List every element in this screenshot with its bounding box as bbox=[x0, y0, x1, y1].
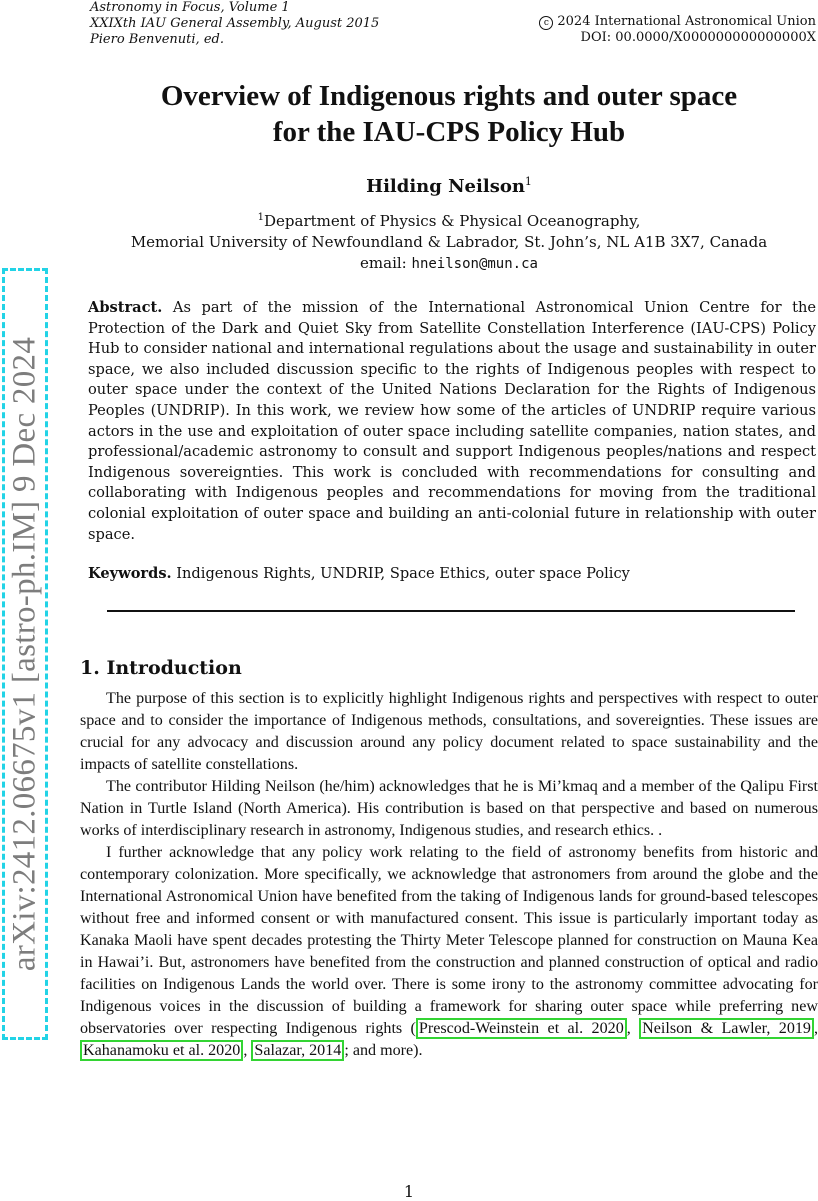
section-heading: 1. Introduction bbox=[80, 657, 242, 679]
assembly-name: XXIXth IAU General Assembly, August 2015 bbox=[90, 16, 380, 31]
abstract bbox=[88, 298, 816, 545]
paragraph-2: The contributor Hilding Neilson (he/him) acknowledges that he is Mi’kmaq and a member of the Qalipu First Nation in Turtle Island (North America). His contribution is based on that perspective and based on numerous works of interdisciplinary research in astronomy, Indigenous studies, and research ethics. . bbox=[80, 778, 818, 839]
running-header-right bbox=[539, 14, 816, 46]
email-label: email: bbox=[360, 254, 407, 272]
arxiv-stamp[interactable] bbox=[2, 268, 48, 1040]
doi: DOI: 00.0000/X000000000000000X bbox=[580, 30, 816, 45]
author bbox=[80, 175, 818, 197]
journal-name: Astronomy in Focus, Volume 1 bbox=[90, 0, 290, 15]
page-number: 1 bbox=[403, 1182, 415, 1201]
title-line-1: Overview of Indigenous rights and outer space bbox=[160, 80, 738, 112]
section-divider bbox=[107, 610, 795, 612]
citation-link[interactable]: Salazar, 2014 bbox=[251, 1040, 344, 1061]
paragraph-3: I further acknowledge that any policy work relating to the field of astronomy benefits from historic and contemporary colonization. More specifically, we acknowledge that astronomers from around the globe and the International Astronomical Union have benefited from the taking of Indigenous lands for ground-based telescopes without free and informed consent or with manufactured consent. This issue is particularly important today as Kanaka Maoli have spent decades protesting the Thirty Meter Telescope planned for construction on Mauna Kea in Hawai’i. But, astronomers have benefited from the construction and planned construction of optical and radio facilities on Indigenous Lands the world over. There is some irony to the astronomy committee advocating for Indigenous voices in the discussion of building a framework for sharing outer space while preferring new observatories over respecting Indigenous rights ( Prescod-Weinstein et al. 2020 , Neilson & Lawler, 2019 , Kahanamoku et al. 2020 , Salazar, 2014 ; and more). bbox=[80, 844, 818, 1059]
paragraph-3-text: I further acknowledge that any policy work relating to the field of astronomy benefits from historic and contemporary colonization. More specifically, we acknowledge that astronomers from around the globe and the International Astronomical Union have benefited from the taking of Indigenous lands for ground-based telescopes without free and informed consent or with manufactured consent. This issue is particularly important today as Kanaka Maoli have spent decades protesting the Thirty Meter Telescope planned for construction on Mauna Kea in Hawai’i. But, astronomers have benefited from the construction and planned construction of optical and radio facilities on Indigenous Lands the world over. There is some irony to the astronomy committee advocating for Indigenous voices in the discussion of building a framework for sharing outer space while preferring new observatories over respecting Indigenous rights ( bbox=[80, 844, 818, 1037]
abstract-label: Abstract. bbox=[88, 299, 163, 316]
keywords-label: Keywords. bbox=[88, 565, 172, 582]
affiliation-mark: 1 bbox=[257, 212, 265, 223]
affiliation bbox=[80, 207, 818, 275]
keywords bbox=[88, 565, 816, 582]
title-line-2: for the IAU-CPS Policy Hub bbox=[272, 116, 626, 148]
paragraph-1: The purpose of this section is to explicitly highlight Indigenous rights and perspectives with respect to outer space and to consider the importance of Indigenous methods, consultations, and sovereignties. These issues are crucial for any advocacy and discussion around any policy document related to space sustainability and the impacts of satellite constellations. bbox=[80, 690, 818, 773]
citation-link[interactable]: Neilson & Lawler, 2019 bbox=[639, 1018, 814, 1039]
body-text bbox=[80, 688, 818, 1062]
keywords-text: Indigenous Rights, UNDRIP, Space Ethics, outer space Policy bbox=[176, 565, 630, 582]
author-name: Hilding Neilson bbox=[366, 176, 525, 197]
citation-link[interactable]: Kahanamoku et al. 2020 bbox=[80, 1040, 243, 1061]
email-address[interactable]: hneilson@mun.ca bbox=[411, 256, 538, 272]
editor-name: Piero Benvenuti, ed. bbox=[90, 32, 224, 47]
arxiv-id[interactable]: arXiv:2412.06675v1 [astro-ph.IM] 9 Dec 2024 bbox=[6, 336, 43, 972]
running-header-left bbox=[90, 0, 379, 48]
copyright-text: 2024 International Astronomical Union bbox=[557, 14, 816, 29]
citation-link[interactable]: Prescod-Weinstein et al. 2020 bbox=[416, 1018, 627, 1039]
author-affiliation-mark: 1 bbox=[524, 175, 532, 188]
email-line bbox=[80, 253, 818, 275]
copyright-icon: c bbox=[539, 16, 553, 30]
abstract-text: As part of the mission of the International Astronomical Union Centre for the Protection of the Dark and Quiet Sky from Satellite Constellation Interference (IAU-CPS) Policy Hub to consider national and international regulations about the usage and sustainability in outer space, we also included discussion specific to the rights of Indigenous peoples with respect to outer space under the context of the United Nations Declaration for the Rights of Indigenous Peoples (UNDRIP). In this work, we review how some of the articles of UNDRIP require various actors in the use and exploitation of outer space including satellite companies, nation states, and professional/academic astronomy to consult and support Indigenous peoples/nations and respect Indigenous sovereignties. This work is concluded with recommendations for consulting and collaborating with Indigenous peoples and recommendations for moving from the traditional colonial exploitation of outer space and building an anti-colonial future in relationship with outer space. bbox=[88, 299, 816, 543]
affiliation-line-1: $^1$Department of Physics & Physical Oceanography, bbox=[257, 212, 641, 230]
affiliation-line-2: Memorial University of Newfoundland & Labrador, St. John’s, NL A1B 3X7, Canada bbox=[130, 233, 768, 251]
paper-title bbox=[80, 78, 818, 150]
copyright-line bbox=[539, 14, 816, 30]
